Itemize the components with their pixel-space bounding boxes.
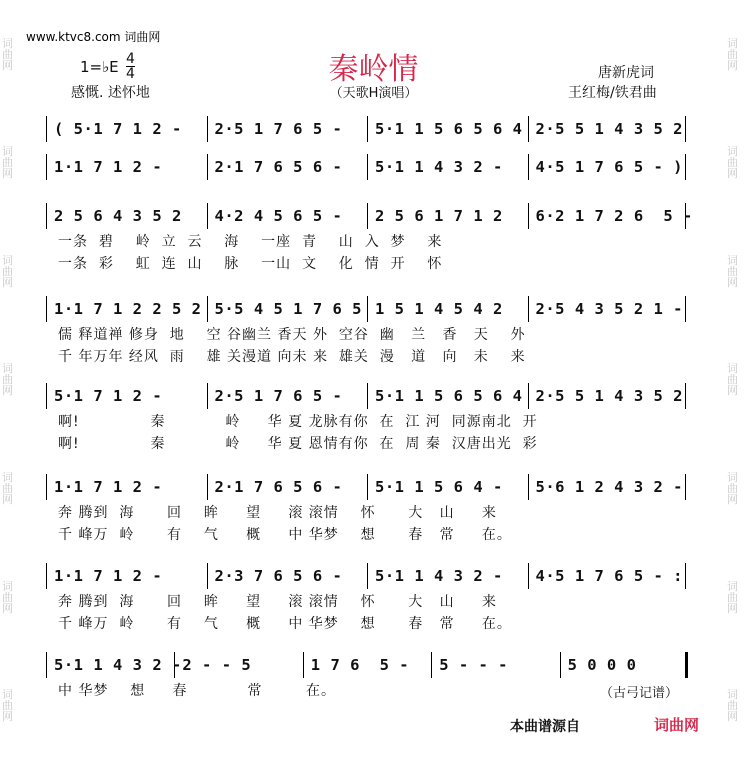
measure-notes: 5·1 1 5 6 5 6 4: [375, 387, 523, 405]
notes-row: [46, 203, 693, 231]
barline: [528, 474, 529, 500]
measure: [182, 652, 296, 678]
lyric-line: 啊! 秦 岭 华 夏 龙脉有你 在 江 河 同源南北 开: [58, 414, 538, 430]
watermark: 词曲网: [2, 579, 13, 615]
barline: [685, 116, 686, 142]
watermark-column-right: [727, 0, 745, 760]
measure-notes: 2 5 6 4 3 5 2: [54, 207, 182, 225]
measure: [215, 116, 362, 142]
measure: [54, 203, 201, 229]
measure: [54, 116, 201, 142]
barline: [367, 203, 368, 229]
measure-notes: 2·5 5 1 4 3 5 2: [535, 387, 683, 405]
barline: [207, 296, 208, 322]
measure-notes: 2·5 1 7 6 5 -: [214, 120, 343, 138]
barline: [367, 474, 368, 500]
measure: [536, 116, 683, 142]
watermark: 词曲网: [727, 688, 738, 724]
watermark: 词曲网: [727, 253, 738, 289]
measure: [536, 563, 683, 589]
measure-notes: 5·1 1 5 6 5 6 4: [375, 120, 523, 138]
watermark: 词曲网: [2, 688, 13, 724]
barline: [46, 203, 47, 229]
measure-notes: 2·1 7 6 5 6 -: [214, 478, 343, 496]
measure: [375, 203, 522, 229]
time-signature: [126, 52, 135, 81]
measure: [568, 652, 682, 678]
score-system: [46, 296, 688, 368]
measure: [375, 154, 522, 180]
measure-notes: 5·1 7 1 2 -: [54, 387, 163, 405]
lyric-line: 奔 腾到 海 回 眸 望 滚 滚情 怀 大 山 来: [58, 505, 497, 521]
measure: [54, 383, 201, 409]
measure-notes: 1·1 7 1 2 -: [54, 478, 163, 496]
measure-notes: 2·5 5 1 4 3 5 2: [535, 120, 683, 138]
barline: [528, 154, 529, 180]
barline: [528, 116, 529, 142]
watermark: 词曲网: [727, 36, 738, 72]
song-title: 秦岭情: [328, 52, 419, 87]
notes-row: [46, 154, 688, 182]
lyricist: 唐新虎词: [598, 65, 654, 81]
measure-notes: 2·3 7 6 5 6 -: [214, 567, 343, 585]
measure: [215, 474, 362, 500]
barline: [528, 296, 529, 322]
measure: [439, 652, 553, 678]
measure: [536, 474, 683, 500]
barline: [207, 474, 208, 500]
score-system: [46, 203, 693, 275]
measure-notes: 2·5 1 7 6 5 -: [214, 387, 343, 405]
watermark-column-left: [2, 0, 20, 760]
lyric-line: 中 华梦 想 春 常 在。: [58, 683, 337, 699]
lyric-line: 千 峰万 岭 有 气 概 中 华梦 想 春 常 在。: [58, 527, 512, 543]
barline: [685, 474, 686, 500]
site-url[interactable]: www.ktvc8.com: [26, 30, 121, 44]
measure-notes: 5·1 1 4 3 2 -: [375, 567, 503, 585]
barline: [46, 652, 47, 678]
transcriber-credit: （古弓记谱）: [600, 686, 679, 701]
barline: [46, 563, 47, 589]
measure: [54, 154, 201, 180]
lyric-line: 千 峰万 岭 有 气 概 中 华梦 想 春 常 在。: [58, 616, 512, 632]
measure: [215, 563, 362, 589]
barline: [46, 296, 47, 322]
meter-bottom: 4: [126, 66, 135, 82]
barline: [367, 563, 368, 589]
barline: [685, 154, 686, 180]
barline: [46, 474, 47, 500]
measure-notes: 2 - - 5: [182, 656, 252, 674]
measure-notes: 5·6 1 2 4 3 2 -: [535, 478, 683, 496]
measure: [215, 383, 362, 409]
score-system: [46, 474, 688, 546]
barline: [207, 563, 208, 589]
meter-top: 4: [126, 51, 135, 67]
footer-source-label: 本曲谱源自: [510, 719, 580, 735]
measure: [54, 474, 201, 500]
measure-notes: 6·2 1 7 2 6 5 -: [535, 207, 693, 225]
barline: [207, 383, 208, 409]
notes-row: [46, 652, 688, 680]
watermark: 词曲网: [2, 471, 13, 507]
notes-row: [46, 116, 688, 144]
lyric-line: 千 年万年 经风 雨 雄 关漫道 向未 来 雄关 漫 道 向 未 来: [58, 349, 526, 365]
notes-row: [46, 474, 688, 502]
measure: [375, 563, 522, 589]
barline: [560, 652, 561, 678]
watermark: 词曲网: [2, 362, 13, 398]
lyric-line: 儒 释道禅 修身 地 空 谷幽兰 香天 外 空谷 幽 兰 香 天 外: [58, 327, 526, 343]
measure: [215, 203, 362, 229]
notes-row: [46, 296, 688, 324]
barline: [207, 203, 208, 229]
measure-notes: 2·1 7 6 5 6 -: [214, 158, 343, 176]
measure-notes: 2 5 6 1 7 1 2: [375, 207, 503, 225]
barline: [528, 203, 529, 229]
measure-notes: 1 7 6 5 -: [310, 656, 410, 674]
footer-brand-link[interactable]: 词曲网: [654, 716, 700, 734]
score-system: [46, 154, 688, 182]
score-system: [46, 652, 688, 702]
site-header[interactable]: [26, 28, 160, 45]
measure: [215, 154, 362, 180]
measure: [375, 383, 522, 409]
measure: [311, 652, 425, 678]
score-system: [46, 563, 688, 635]
lyric-line: 一条 碧 岭 立 云 海 一座 青 山 入 梦 来: [58, 234, 443, 250]
measure-notes: 5·5 4 5 1 7 6 5: [214, 300, 362, 318]
barline: [367, 383, 368, 409]
lyric-line: 啊! 秦 岭 华 夏 恩情有你 在 周 秦 汉唐出光 彩: [58, 436, 538, 452]
measure-notes: 4·5 1 7 6 5 - ): [535, 158, 683, 176]
barline: [528, 383, 529, 409]
barline: [303, 652, 304, 678]
measure: [54, 652, 182, 678]
measure-notes: 5 - - -: [439, 656, 509, 674]
measure: [535, 203, 693, 229]
measure: [375, 116, 522, 142]
watermark: 词曲网: [727, 471, 738, 507]
measure-notes: 1·1 7 1 2 -: [54, 567, 163, 585]
score-system: [46, 116, 688, 144]
lyric-line: 一条 彩 虹 连 山 脉 一山 文 化 情 开 怀: [58, 256, 443, 272]
performer: （天歌H演唱）: [329, 86, 418, 101]
key-signature: 1=♭E: [80, 58, 119, 76]
notes-row: [46, 383, 688, 411]
measure-notes: 1·1 7 1 2 -: [54, 158, 163, 176]
watermark: 词曲网: [2, 145, 13, 181]
watermark: 词曲网: [727, 362, 738, 398]
barline: [685, 383, 686, 409]
barline: [528, 563, 529, 589]
expression-mark: 感慨. 述怀地: [71, 85, 150, 101]
measure-notes: 5·1 1 4 3 2 -: [54, 656, 182, 674]
barline: [685, 652, 688, 678]
barline: [46, 116, 47, 142]
measure-notes: 5 0 0 0: [567, 656, 637, 674]
measure: [536, 154, 683, 180]
watermark: 词曲网: [2, 36, 13, 72]
measure-notes: 4·5 1 7 6 5 - :: [535, 567, 683, 585]
barline: [46, 154, 47, 180]
barline: [367, 296, 368, 322]
lyric-line: 奔 腾到 海 回 眸 望 滚 滚情 怀 大 山 来: [58, 594, 497, 610]
barline: [367, 116, 368, 142]
measure-notes: 1·1 7 1 2 2 5 2: [54, 300, 202, 318]
barline: [685, 296, 686, 322]
notes-row: [46, 563, 688, 591]
score-system: [46, 383, 688, 455]
measure: [54, 296, 201, 322]
measure: [536, 383, 683, 409]
measure: [215, 296, 362, 322]
watermark: 词曲网: [727, 579, 738, 615]
measure: [375, 474, 522, 500]
barline: [46, 383, 47, 409]
composer: 王红梅/铁君曲: [568, 85, 657, 101]
measure-notes: 4·2 4 5 6 5 -: [214, 207, 343, 225]
watermark: 词曲网: [727, 145, 738, 181]
barline: [685, 563, 686, 589]
measure-notes: 1 5 1 4 5 4 2: [375, 300, 503, 318]
barline: [207, 154, 208, 180]
measure-notes: 5·1 1 5 6 4 -: [375, 478, 503, 496]
watermark: 词曲网: [2, 253, 13, 289]
measure-notes: ( 5·1 7 1 2 -: [54, 120, 182, 138]
site-brand[interactable]: 词曲网: [124, 30, 161, 44]
barline: [431, 652, 432, 678]
barline: [367, 154, 368, 180]
measure: [54, 563, 201, 589]
measure: [375, 296, 522, 322]
measure-notes: 2·5 4 3 5 2 1 -: [535, 300, 683, 318]
barline: [207, 116, 208, 142]
measure-notes: 5·1 1 4 3 2 -: [375, 158, 503, 176]
measure: [536, 296, 683, 322]
